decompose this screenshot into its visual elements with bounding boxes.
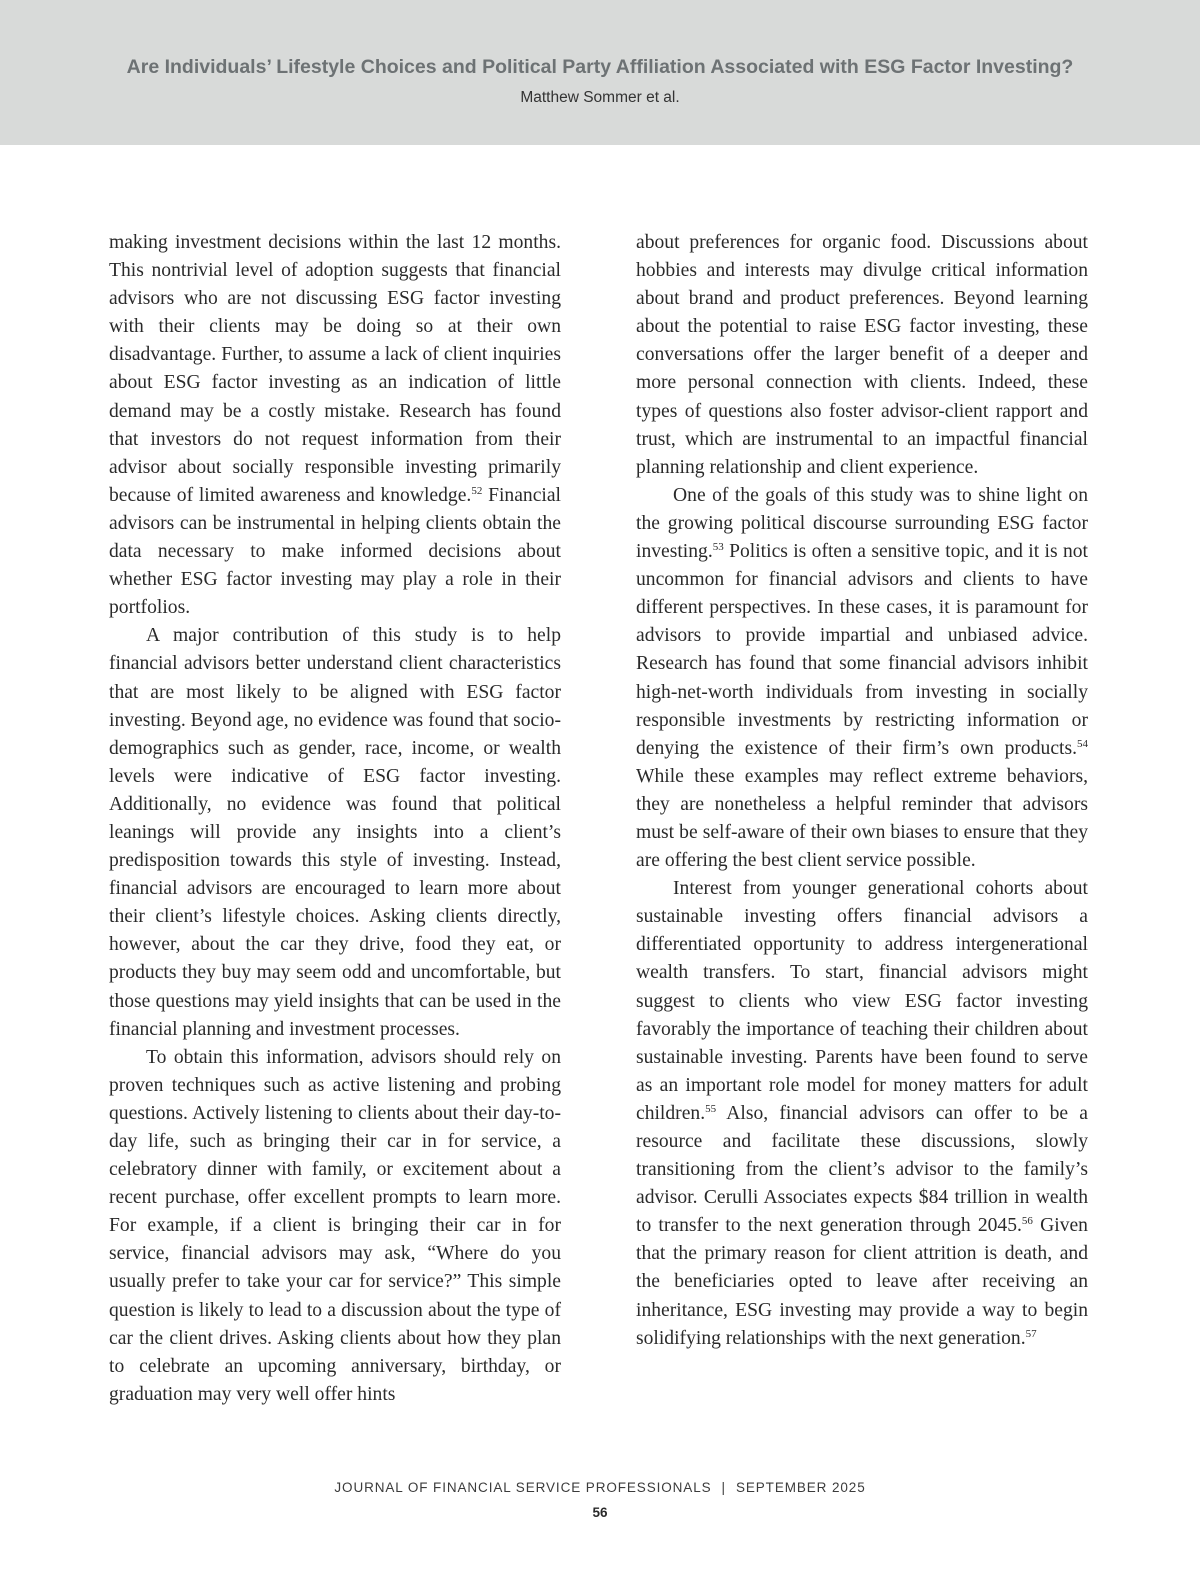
page-number: 56	[592, 1505, 608, 1520]
paragraph: about preferences for organic food. Discussions about hobbies and interests may divulge critical information about brand and product preferences. Beyond learning about the potential to raise ESG factor investing, these conversations offer the larger benefit of a deeper and more personal connection with clients. Indeed, these types of questions also foster advisor-client rapport and trust, which are instrumental to an impactful financial planning relationship and client experience.	[636, 232, 1088, 478]
issue-date: SEPTEMBER 2025	[735, 1480, 866, 1495]
footnote-ref: 53	[712, 541, 724, 554]
footnote-ref: 56	[1021, 1215, 1033, 1228]
running-header	[0, 0, 1200, 145]
journal-name: JOURNAL OF FINANCIAL SERVICE PROFESSIONALS	[334, 1480, 712, 1495]
footnote-ref: 57	[1025, 1327, 1037, 1340]
footnote-ref: 52	[471, 485, 483, 498]
footnote-ref: 54	[1077, 737, 1088, 750]
left-column	[109, 229, 561, 1409]
paragraph: Interest from younger generational cohorts about sustainable investing offers financial advisors a differentiated opportunity to address intergenerational wealth transfers. To start, financial advisors might suggest to clients who view ESG factor investing favorably the importance of teaching their children about sustainable investing. Parents have been found to serve as an important role model for money matters for adult children.$^{55}$ Also, financial advisors can offer to be a resource and facilitate these discussions, slowly transitioning from the client’s advisor to the family’s advisor. Cerulli Associates expects $84 trillion in wealth to transfer to the next generation through 2045.56 Given that the primary reason for client attrition is death, and the beneficiaries opted to leave after receiving an inheritance, ESG investing may provide a way to begin solidifying relationships with the next generation.$^{57}$	[636, 878, 1088, 1349]
article-authors: Matthew Sommer et al.	[520, 89, 680, 106]
right-column	[636, 229, 1088, 1353]
article-title: Are Individuals’ Lifestyle Choices and Political Party Affiliation Associated with ESG Factor Investing?	[126, 56, 1074, 78]
paragraph: To obtain this information, advisors should rely on proven techniques such as active listening and probing questions. Actively listening to clients about their day-to-day life, such as bringing their car in for service, a celebratory dinner with family, or excitement about a recent purchase, offer excellent prompts to learn more. For example, if a client is bringing their car in for service, financial advisors may ask, “Where do you usually prefer to take your car for service?” This simple question is likely to lead to a discussion about the type of car the client drives. Asking clients about how they plan to celebrate an upcoming anniversary, birthday, or graduation may very well offer hints	[109, 1046, 561, 1405]
paragraph: making investment decisions within the last 12 months. This nontrivial level of adoption suggests that financial advisors who are not discussing ESG factor investing with their clients may be doing so at their own disadvantage. Further, to assume a lack of client inquiries about ESG factor investing as an indication of little demand may be a costly mistake. Research has found that investors do not request information from their advisor about socially responsible investing primarily because of limited awareness and knowledge.$^{52}$ Financial advisors can be instrumental in helping clients obtain the data necessary to make informed decisions about whether ESG factor investing may play a role in their portfolios.	[109, 232, 562, 619]
paragraph: A major contribution of this study is to help financial advisors better understand client characteristics that are most likely to be aligned with ESG factor investing. Beyond age, no evidence was found that socio-demographics such as gender, race, income, or wealth levels were indicative of ESG factor investing. Additionally, no evidence was found that political leanings will provide any insights into a client’s predisposition towards this style of investing. Instead, financial advisors are encouraged to learn more about their client’s lifestyle choices. Asking clients directly, however, about the car they drive, food they eat, or products they buy may seem odd and uncomfortable, but those questions may yield insights that can be used in the financial planning and investment processes.	[109, 625, 561, 1040]
footer-separator: |	[721, 1480, 726, 1495]
footnote-ref: 55	[705, 1103, 717, 1116]
paragraph: One of the goals of this study was to shine light on the growing political discourse surrounding ESG factor investing.$^{53}$ Politics is often a sensitive topic, and it is not uncommon for financial advisors and clients to have different perspectives. In these cases, it is paramount for advisors to provide impartial and unbiased advice. Research has found that some financial advisors inhibit high-net-worth individuals from investing in socially responsible investments by restricting information or denying the existence of their firm’s own products.$^{54}$ While these examples may reflect extreme behaviors, they are nonetheless a helpful reminder that advisors must be self-aware of their own biases to ensure that they are offering the best client service possible.	[636, 484, 1088, 872]
running-footer	[0, 1480, 1200, 1495]
